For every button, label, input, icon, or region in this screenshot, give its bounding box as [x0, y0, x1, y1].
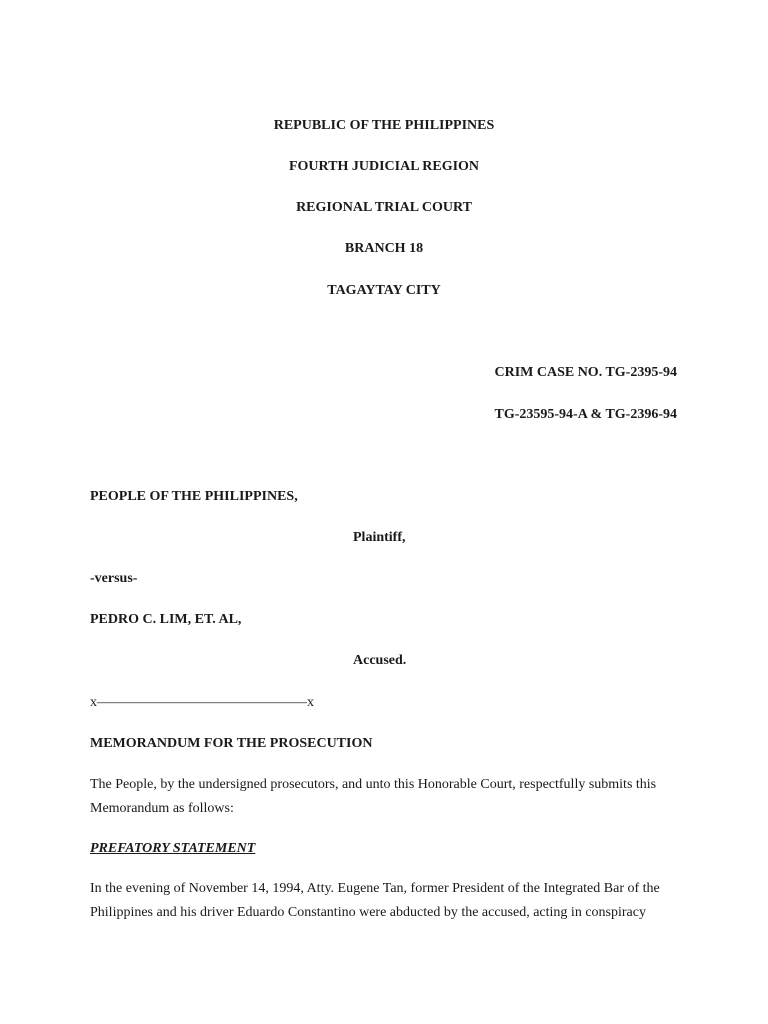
accused-name: PEDRO C. LIM, ET. AL,: [90, 612, 242, 627]
accused-role: Accused.: [353, 653, 407, 668]
document-title: MEMORANDUM FOR THE PROSECUTION: [90, 736, 373, 751]
caption-city: TAGAYTAY CITY: [327, 283, 441, 298]
caption-branch: BRANCH 18: [344, 241, 424, 256]
caption-court: REGIONAL TRIAL COURT: [296, 200, 472, 215]
plaintiff-name: PEOPLE OF THE PHILIPPINES,: [90, 489, 298, 504]
caption-republic: REPUBLIC OF THE PHILIPPINES: [273, 118, 495, 133]
caption-region: FOURTH JUDICIAL REGION: [288, 159, 480, 174]
section-heading-prefatory: PREFATORY STATEMENT: [90, 841, 256, 856]
versus-label: -versus-: [90, 571, 138, 586]
plaintiff-role: Plaintiff,: [353, 530, 406, 545]
separator-line: x———————————————x: [90, 695, 314, 710]
intro-paragraph: The People, by the undersigned prosecutors, and unto this Honorable Court, respectfully submits this Memorandum as follows:: [90, 777, 657, 816]
statement-paragraph: In the evening of November 14, 1994, Atty. Eugene Tan, former President of the Integrated Bar of the Philippines and his driver Eduardo Constantino were abducted by the accused, acting in conspiracy: [90, 881, 660, 920]
case-related-numbers: TG-23595-94-A & TG-2396-94: [494, 407, 677, 422]
case-number: CRIM CASE NO. TG-2395-94: [494, 365, 677, 380]
